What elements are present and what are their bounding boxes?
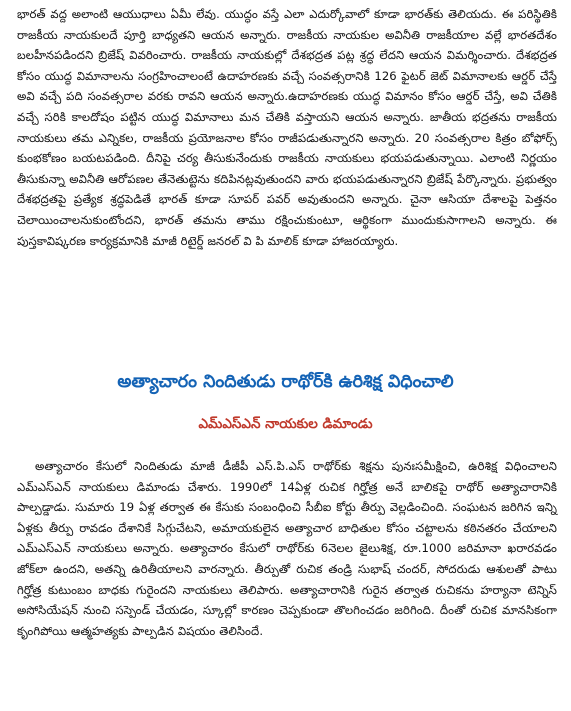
article-subheadline: ఎమ్ఎస్ఎన్ నాయకుల డిమాండు [198, 416, 373, 432]
article-paragraph-bottom: అత్యాచారం కేసులో నిందితుడు మాజీ డీజీపీ ఎస్.పి.ఎస్ రాథోర్‌కు శిక్షను పునఃసమీక్షించి, ఉరిశిక్ష విధించాలని ఎమ్ఎస్ఎన్ నాయకులు డిమాండు చేశారు. 1990లో 14ఏళ్ల రుచిక గిర్హోత్ర అనే బాలికపై రాథోర్ అత్యాచారానికి పాల్పడ్డాడు. సుమారు 19 ఏళ్ల తర్వాత ఈ కేసుకు సంబంధించి సీబీఐ కోర్టు తీర్పు వెల్లడించింది. సంఘటన జరిగిన ఇన్ని ఏళ్లకు తీర్పు రావడం దేశానికే సిగ్గుచేటని, అమాయకులైన అత్యాచార బాధితుల కోసం చట్టాలను కఠినతరం చేయాలని ఎమ్ఎస్ఎన్ నాయకులు అన్నారు. అత్యాచారం కేసులో రాథోర్‌కు 6నెలల జైలుశిక్ష, రూ.1000 జరిమానా ఖరారవడం జోక్‌లా ఉందని, అతన్ని ఉరితీయాలని వారన్నారు. తీర్పుతో రుచిక తండ్రి సుభాష్ చందర్, సోదరుడు ఆశులతో పాటు గిర్హోత్ర కుటుంబం బాధకు గురైందని నాయకులు తెలిపారు. అత్యాచారానికి గురైన తర్వాత రుచికను హర్యానా టెన్నిస్ అసోసియేషన్ నుంచి సస్పెండ్ చేయడం, స్కూల్లో కారణం చెప్పకుండా తొలగించడం జరిగింది. దీంతో రుచిక మానసికంగా కృంగిపోయి ఆత్మహత్యకు పాల్పడిన విషయం తెలిసిందే. [17, 459, 557, 638]
article-headline: అత్యాచారం నిందితుడు రాథోర్‌కి ఉరిశిక్ష విధించాలి [117, 372, 454, 392]
article-paragraph-top: భారత్ వద్ద అలాంటి ఆయుధాలు ఏమీ లేవు. యుద్ధం వస్తే ఎలా ఎదుర్కోవాలో కూడా భారత్‌కు తెలియదు. ఈ పరిస్థితికి రాజకీయ నాయకులదే పూర్తి బాధ్యతని ఆయన అన్నారు. రాజకీయ నాయకుల అవినీతి రాజకీయాల వల్లే భారతదేశం బలహీనపడిందని బ్రిజేష్ వివరించారు. రాజకీయ నాయకుల్లో దేశభద్రత పట్ల శ్రద్ధ లేదని ఆయన విమర్శించారు. దేశభద్రత కోసం యుద్ధ విమానాలను సంగ్రహించాలంటే ఉదాహరణకు వచ్చే సంవత్సరానికి 126 ఫైటర్ జెట్ విమానాలకు ఆర్డర్ చేస్తే అవి వచ్చే పది సంవత్సరాల వరకు రావని ఆయన అన్నారు.ఉదాహరణకు యుద్ధ విమానం కోసం ఆర్డర్ చేస్తే, అవి చేతికి వచ్చే సరికి కాలదోషం పట్టిన యుద్ధ విమానాలు మన చేతికి వస్తాయని ఆయన అన్నారు. జాతీయ భద్రతను రాజకీయ నాయకులు తమ ఎన్నికల, రాజకీయ ప్రయోజనాల కోసం రాజీపడుతున్నారని అన్నారు. 20 సంవత్సరాల కిత్రం బోఫోర్స్ కుంభకోణం బయటపడింది. దీనిపై చర్య తీసుకునేందుకు రాజకీయ నాయకులు భయపడుతున్నాయి. ఎలాంటి నిర్ణయం తీసుకున్నా అవినీతి ఆరోపణల తేనెతుట్టెను కదిపినట్లవుతుందని వారు భయపడుతున్నారని బ్రిజేష్ పేర్కొన్నారు. ప్రభుత్వం దేశభద్రతపై ప్రత్యేక శ్రద్ధపెడితే భారత్ కూడా సూపర్ పవర్ అవుతుందని అన్నారు. చైనా ఆసియా దేశాలపై పెత్తనం చెలాయించాలనుకుంటోందని, భారత్ తమను తాము రక్షించుకుంటూ, ఆర్థికంగా ముందుకుసాగాలని అన్నారు. ఈ పుస్తకావిష్కరణ కార్యక్రమానికి మాజీ రిటైర్డ్ జనరల్ వి పి మాలిక్ కూడా హాజరయ్యారు. [17, 7, 557, 248]
